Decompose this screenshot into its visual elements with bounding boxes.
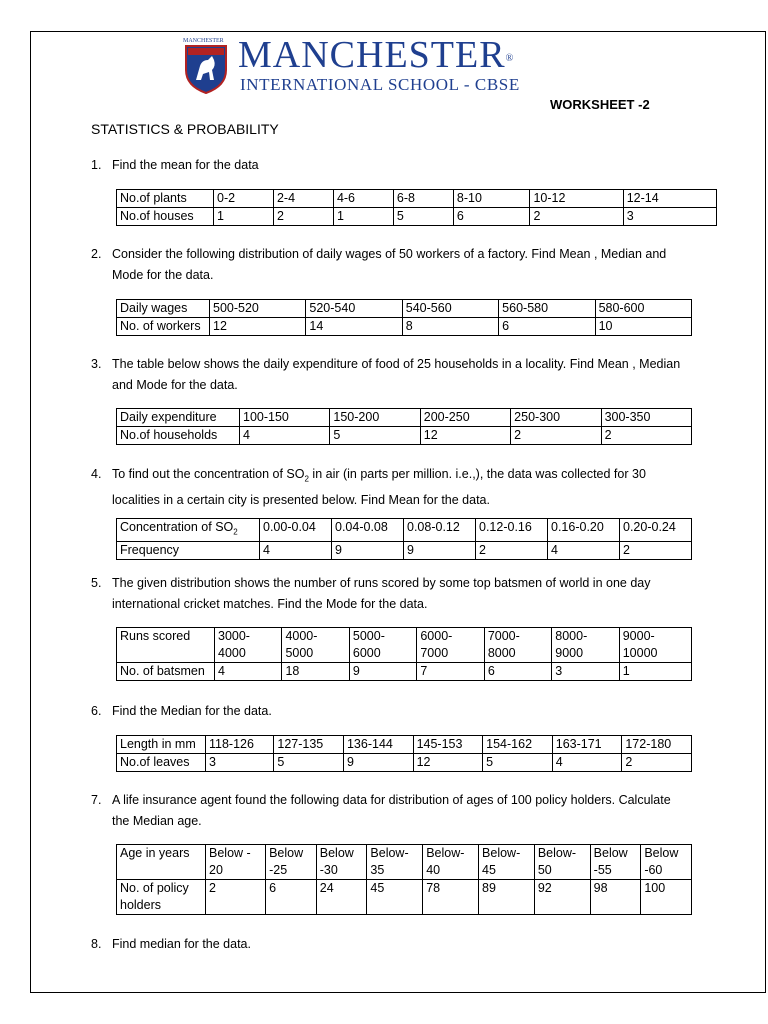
table-cell: 12 <box>420 427 510 445</box>
question-number: 6. <box>91 704 102 718</box>
table-cell: 6000- 7000 <box>417 628 484 663</box>
question-8 <box>91 934 691 955</box>
table-row <box>117 318 692 336</box>
table-row <box>117 427 692 445</box>
table-cell: 12 <box>413 754 483 772</box>
table-cell: 100 <box>641 880 692 915</box>
question-number: 3. <box>91 357 102 371</box>
table-cell: 89 <box>479 880 535 915</box>
question-text: A life insurance agent found the following data for distribution of ages of 100 policy holders. Calculate the Median age. <box>112 793 671 828</box>
row-header-cell: Daily expenditure <box>117 409 240 427</box>
table-cell: 9 <box>332 541 404 559</box>
row-header-cell: Length in mm <box>117 736 206 754</box>
table-cell: 0.16-0.20 <box>548 519 620 542</box>
table-cell: 136-144 <box>343 736 413 754</box>
question-number: 1. <box>91 158 102 172</box>
table-cell: 6-8 <box>393 190 453 208</box>
table-cell: 5 <box>274 754 344 772</box>
table-cell: 500-520 <box>210 300 306 318</box>
table-cell: 1 <box>333 208 393 226</box>
worksheet-label: WORKSHEET -2 <box>550 97 650 112</box>
table-cell: 4000- 5000 <box>282 628 349 663</box>
table-cell: 45 <box>367 880 423 915</box>
table-cell: 150-200 <box>330 409 420 427</box>
table-cell: Below - 20 <box>206 845 266 880</box>
question-number: 4. <box>91 467 102 481</box>
table-cell: 92 <box>534 880 590 915</box>
table-cell: 12-14 <box>623 190 716 208</box>
table-row <box>117 519 692 542</box>
table-cell: 154-162 <box>483 736 553 754</box>
school-name <box>238 36 514 74</box>
question-3 <box>91 354 691 396</box>
table-cell: 18 <box>282 663 349 681</box>
subscript: 2 <box>233 527 238 537</box>
table-cell: 4 <box>240 427 330 445</box>
question-5 <box>91 573 691 615</box>
table-row <box>117 628 692 663</box>
row-header-cell <box>117 519 260 542</box>
school-subtitle: INTERNATIONAL SCHOOL - CBSE <box>240 75 520 94</box>
table-cell: 2 <box>273 208 333 226</box>
question-number: 2. <box>91 247 102 261</box>
table-cell: 560-580 <box>499 300 595 318</box>
table-cell: 6 <box>484 663 551 681</box>
question-1 <box>91 155 691 176</box>
question-number: 5. <box>91 576 102 590</box>
table-cell: 4 <box>548 541 620 559</box>
table-cell: 8 <box>402 318 498 336</box>
table-cell: 6 <box>266 880 317 915</box>
table-cell: 127-135 <box>274 736 344 754</box>
table-row <box>117 190 717 208</box>
table-cell: 5000- 6000 <box>349 628 416 663</box>
cell-text: Concentration of SO <box>120 520 234 534</box>
table-cell: 2 <box>511 427 601 445</box>
question-text: Find median for the data. <box>112 937 251 951</box>
row-header-cell: Frequency <box>117 541 260 559</box>
table-cell: 8-10 <box>453 190 530 208</box>
table-cell: 0-2 <box>214 190 274 208</box>
table-cell: 6 <box>499 318 595 336</box>
table-cell: 3 <box>552 663 619 681</box>
question-7 <box>91 790 691 832</box>
table-cell: 0.20-0.24 <box>620 519 692 542</box>
table-cell: 2 <box>476 541 548 559</box>
table-cell: 9 <box>404 541 476 559</box>
table-row <box>117 880 692 915</box>
crest-caption: MANCHESTER <box>183 38 224 44</box>
table-cell: 0.08-0.12 <box>404 519 476 542</box>
table-daily-wages <box>116 299 692 336</box>
table-cell: 5 <box>330 427 420 445</box>
table-cell: 145-153 <box>413 736 483 754</box>
table-cell: 2 <box>622 754 692 772</box>
question-text-part: To find out the concentration of SO <box>112 467 305 481</box>
table-cell: 0.00-0.04 <box>260 519 332 542</box>
table-cell: 14 <box>306 318 402 336</box>
table-cell: 5 <box>393 208 453 226</box>
table-cell: 4 <box>260 541 332 559</box>
page-title: STATISTICS & PROBABILITY <box>91 121 279 137</box>
row-header-cell: No.of houses <box>117 208 214 226</box>
table-cell: 24 <box>316 880 367 915</box>
table-cell: 10 <box>595 318 691 336</box>
table-cell: Below- 35 <box>367 845 423 880</box>
table-cell: 12 <box>210 318 306 336</box>
row-header-cell: No. of batsmen <box>117 663 215 681</box>
table-cell: 3000- 4000 <box>215 628 282 663</box>
table-so2-concentration <box>116 518 692 560</box>
table-runs-scored <box>116 627 692 681</box>
table-cell: 1 <box>214 208 274 226</box>
table-cell: Below- 40 <box>423 845 479 880</box>
table-row <box>117 754 692 772</box>
table-cell: 9 <box>349 663 416 681</box>
table-cell: 118-126 <box>206 736 274 754</box>
table-cell: 3 <box>623 208 716 226</box>
table-row <box>117 541 692 559</box>
row-header-cell: No. of policy holders <box>117 880 206 915</box>
row-header-cell: No.of leaves <box>117 754 206 772</box>
table-cell: 172-180 <box>622 736 692 754</box>
table-cell: 0.12-0.16 <box>476 519 548 542</box>
table-cell: Below- 50 <box>534 845 590 880</box>
table-cell: 4 <box>215 663 282 681</box>
row-header-cell: Age in years <box>117 845 206 880</box>
row-header-cell: Runs scored <box>117 628 215 663</box>
table-cell: 200-250 <box>420 409 510 427</box>
question-number: 8. <box>91 937 102 951</box>
subscript: 2 <box>304 474 309 484</box>
table-cell: Below -55 <box>590 845 641 880</box>
question-6 <box>91 701 691 722</box>
table-cell: 78 <box>423 880 479 915</box>
question-2 <box>91 244 691 286</box>
question-text: Find the mean for the data <box>112 158 259 172</box>
table-cell: 540-560 <box>402 300 498 318</box>
table-cell: 6 <box>453 208 530 226</box>
table-daily-expenditure <box>116 408 692 445</box>
table-cell: Below -60 <box>641 845 692 880</box>
table-cell: 7000- 8000 <box>484 628 551 663</box>
table-row <box>117 300 692 318</box>
table-cell: 7 <box>417 663 484 681</box>
school-crest-logo <box>182 40 230 94</box>
table-leaf-length <box>116 735 692 772</box>
table-row <box>117 208 717 226</box>
table-cell: 0.04-0.08 <box>332 519 404 542</box>
table-cell: 2 <box>620 541 692 559</box>
table-cell: 8000- 9000 <box>552 628 619 663</box>
table-row <box>117 663 692 681</box>
table-row <box>117 736 692 754</box>
table-cell: Below -30 <box>316 845 367 880</box>
table-cell: 10-12 <box>530 190 623 208</box>
table-cell: 9000- 10000 <box>619 628 691 663</box>
table-cell: 5 <box>483 754 553 772</box>
table-row <box>117 845 692 880</box>
table-row <box>117 409 692 427</box>
table-cell: 300-350 <box>601 409 691 427</box>
question-number: 7. <box>91 793 102 807</box>
table-cell: Below- 45 <box>479 845 535 880</box>
table-cell: 1 <box>619 663 691 681</box>
question-text-part: in air (in parts per million. i.e.,), the data was collected for 30 localities in a certain city is presented below. Find Mean for the data. <box>112 467 646 507</box>
table-plants-houses <box>116 189 717 226</box>
table-cell: 2 <box>601 427 691 445</box>
table-cell: 580-600 <box>595 300 691 318</box>
table-cell: 2 <box>530 208 623 226</box>
question-4 <box>91 464 691 511</box>
row-header-cell: No.of plants <box>117 190 214 208</box>
table-cell: Below -25 <box>266 845 317 880</box>
table-cell: 4 <box>552 754 622 772</box>
table-cell: 163-171 <box>552 736 622 754</box>
question-text <box>112 464 691 511</box>
row-header-cell: Daily wages <box>117 300 210 318</box>
registered-mark: ® <box>505 53 515 64</box>
row-header-cell: No.of households <box>117 427 240 445</box>
table-cell: 520-540 <box>306 300 402 318</box>
question-text: The given distribution shows the number of runs scored by some top batsmen of world in one day international cricket matches. Find the Mode for the data. <box>112 576 651 611</box>
table-cell: 4-6 <box>333 190 393 208</box>
table-cell: 100-150 <box>240 409 330 427</box>
school-name-text: MANCHESTER <box>238 34 506 76</box>
table-cell: 3 <box>206 754 274 772</box>
table-policy-holder-ages <box>116 844 692 915</box>
table-cell: 2-4 <box>273 190 333 208</box>
question-text: Find the Median for the data. <box>112 704 272 718</box>
table-cell: 2 <box>206 880 266 915</box>
question-text: Consider the following distribution of daily wages of 50 workers of a factory. Find Mean , Median and Mode for the data. <box>112 247 667 282</box>
table-cell: 9 <box>343 754 413 772</box>
table-cell: 98 <box>590 880 641 915</box>
table-cell: 250-300 <box>511 409 601 427</box>
question-text: The table below shows the daily expenditure of food of 25 households in a locality. Find Mean , Median and Mode for the data. <box>112 357 681 392</box>
row-header-cell: No. of workers <box>117 318 210 336</box>
